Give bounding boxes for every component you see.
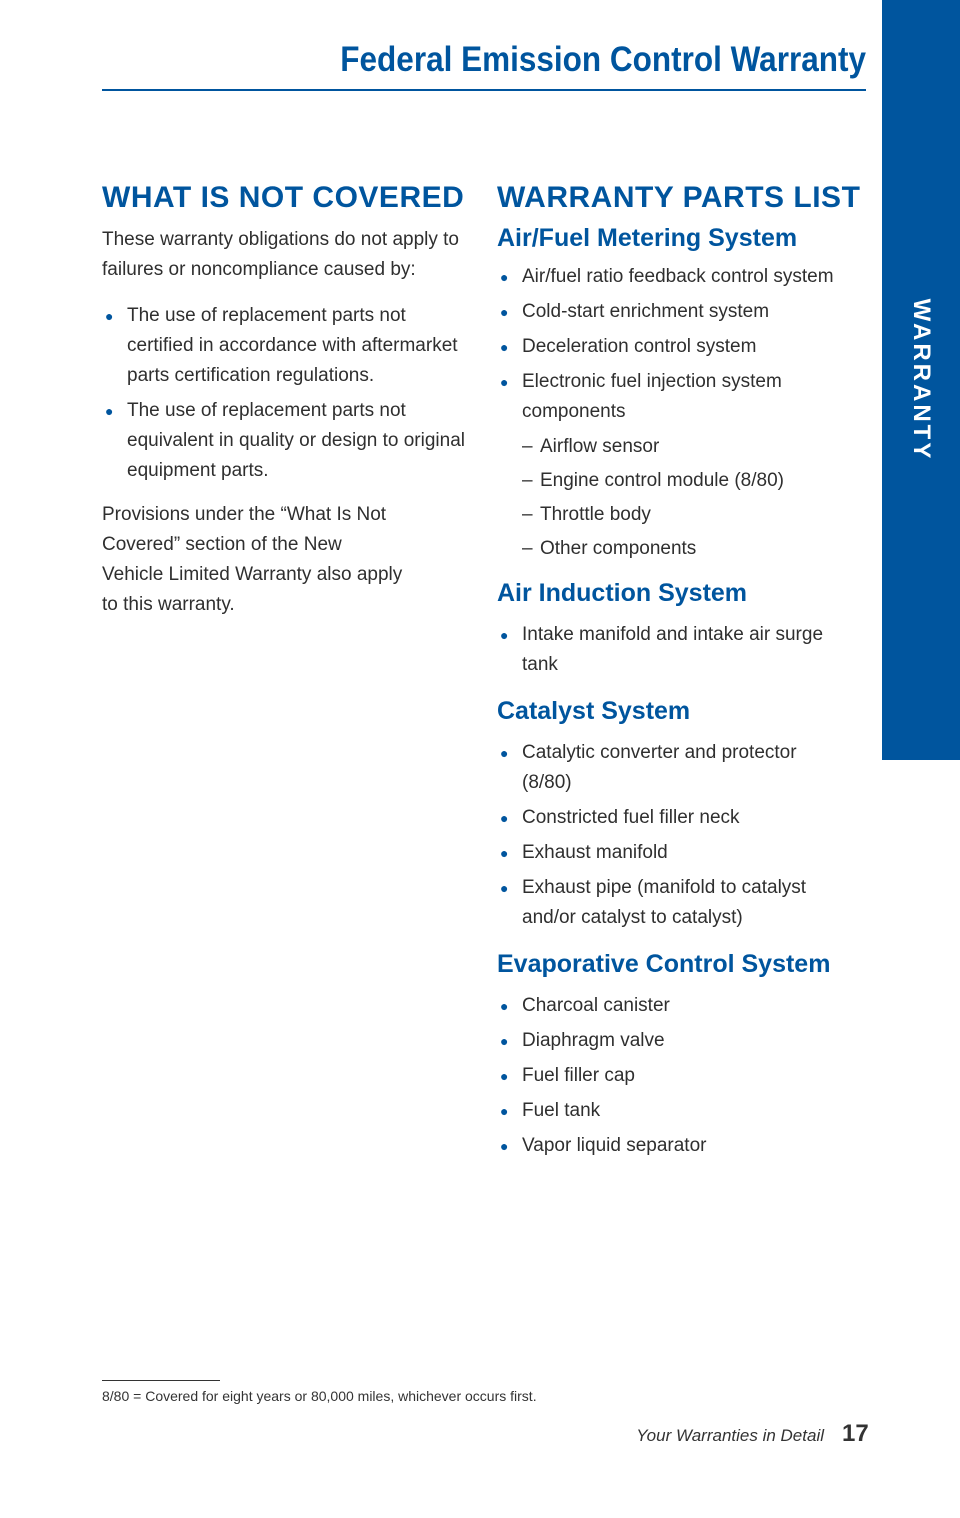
evaporative-list	[497, 991, 862, 1161]
dash-icon: –	[522, 538, 533, 559]
list-item: ● Intake manifold and intake air surge tank	[497, 620, 842, 680]
list-item: ● Fuel filler cap	[497, 1061, 862, 1091]
list-item: – Engine control module (8/80)	[497, 466, 862, 496]
list-item: ● Deceleration control system	[497, 332, 862, 362]
dash-icon: –	[522, 470, 533, 491]
bullet-icon: ●	[500, 269, 509, 285]
bullet-icon: ●	[500, 810, 509, 826]
list-item: ● The use of replacement parts not equivalent in quality or design to original equipment parts.	[102, 396, 472, 486]
side-tab-label: WARRANTY	[908, 298, 935, 462]
list-item: ● Cold-start enrichment system	[497, 297, 862, 327]
list-item: ● Air/fuel ratio feedback control system	[497, 262, 862, 292]
list-item: – Other components	[497, 534, 862, 564]
list-item: ● Electronic fuel injection system components	[497, 367, 862, 427]
parts-list-heading: WARRANTY PARTS LIST	[497, 181, 861, 214]
list-item: ● Catalytic converter and protector (8/80)	[497, 738, 827, 798]
bullet-icon: ●	[500, 339, 509, 355]
right-column	[497, 176, 862, 1161]
page-title: Federal Emission Control Warranty	[340, 40, 866, 79]
list-item: ● Diaphragm valve	[497, 1026, 862, 1056]
bullet-icon: ●	[500, 745, 509, 761]
subsection-title: Catalyst System	[497, 697, 691, 725]
not-covered-closing: Provisions under the “What Is Not Covered” section of the New Vehicle Limited Warranty also apply to this warranty.	[102, 504, 403, 615]
catalyst-list	[497, 738, 827, 933]
bullet-icon: ●	[500, 374, 509, 390]
bullet-icon: ●	[500, 304, 509, 320]
list-item: – Airflow sensor	[497, 432, 862, 462]
bullet-icon: ●	[500, 845, 509, 861]
bullet-icon: ●	[105, 308, 114, 324]
list-item: ● The use of replacement parts not certified in accordance with aftermarket parts certification regulations.	[102, 301, 472, 391]
footnote-divider	[102, 1380, 220, 1381]
bullet-icon: ●	[500, 998, 509, 1014]
bullet-icon: ●	[500, 1138, 509, 1154]
list-item: ● Charcoal canister	[497, 991, 862, 1021]
subsection-title: Air Induction System	[497, 579, 748, 607]
bullet-icon: ●	[500, 1103, 509, 1119]
bullet-icon: ●	[500, 627, 509, 643]
list-item: – Throttle body	[497, 500, 862, 530]
bullet-icon: ●	[500, 1068, 509, 1084]
footer-label: Your Warranties in Detail	[636, 1426, 824, 1445]
not-covered-heading: WHAT IS NOT COVERED	[102, 181, 465, 214]
list-item: ● Constricted fuel filler neck	[497, 803, 827, 833]
subsection-title: Evaporative Control System	[497, 950, 831, 978]
bullet-icon: ●	[500, 1033, 509, 1049]
list-item: ● Exhaust manifold	[497, 838, 827, 868]
bullet-icon: ●	[500, 880, 509, 896]
efi-component-list	[497, 432, 862, 564]
not-covered-intro: These warranty obligations do not apply to failures or noncompliance caused by:	[102, 229, 459, 280]
footnote: 8/80 = Covered for eight years or 80,000 miles, whichever occurs first.	[102, 1388, 537, 1404]
title-divider	[102, 89, 866, 91]
left-column	[102, 176, 472, 620]
dash-icon: –	[522, 504, 533, 525]
air-fuel-list	[497, 262, 862, 427]
list-item: ● Exhaust pipe (manifold to catalyst and/or catalyst to catalyst)	[497, 873, 827, 933]
list-item: ● Fuel tank	[497, 1096, 862, 1126]
bullet-icon: ●	[105, 403, 114, 419]
not-covered-list	[102, 301, 472, 486]
air-induction-list	[497, 620, 842, 680]
subsection-title: Air/Fuel Metering System	[497, 224, 798, 252]
page-number: 17	[842, 1420, 869, 1447]
list-item: ● Vapor liquid separator	[497, 1131, 862, 1161]
dash-icon: –	[522, 436, 533, 457]
